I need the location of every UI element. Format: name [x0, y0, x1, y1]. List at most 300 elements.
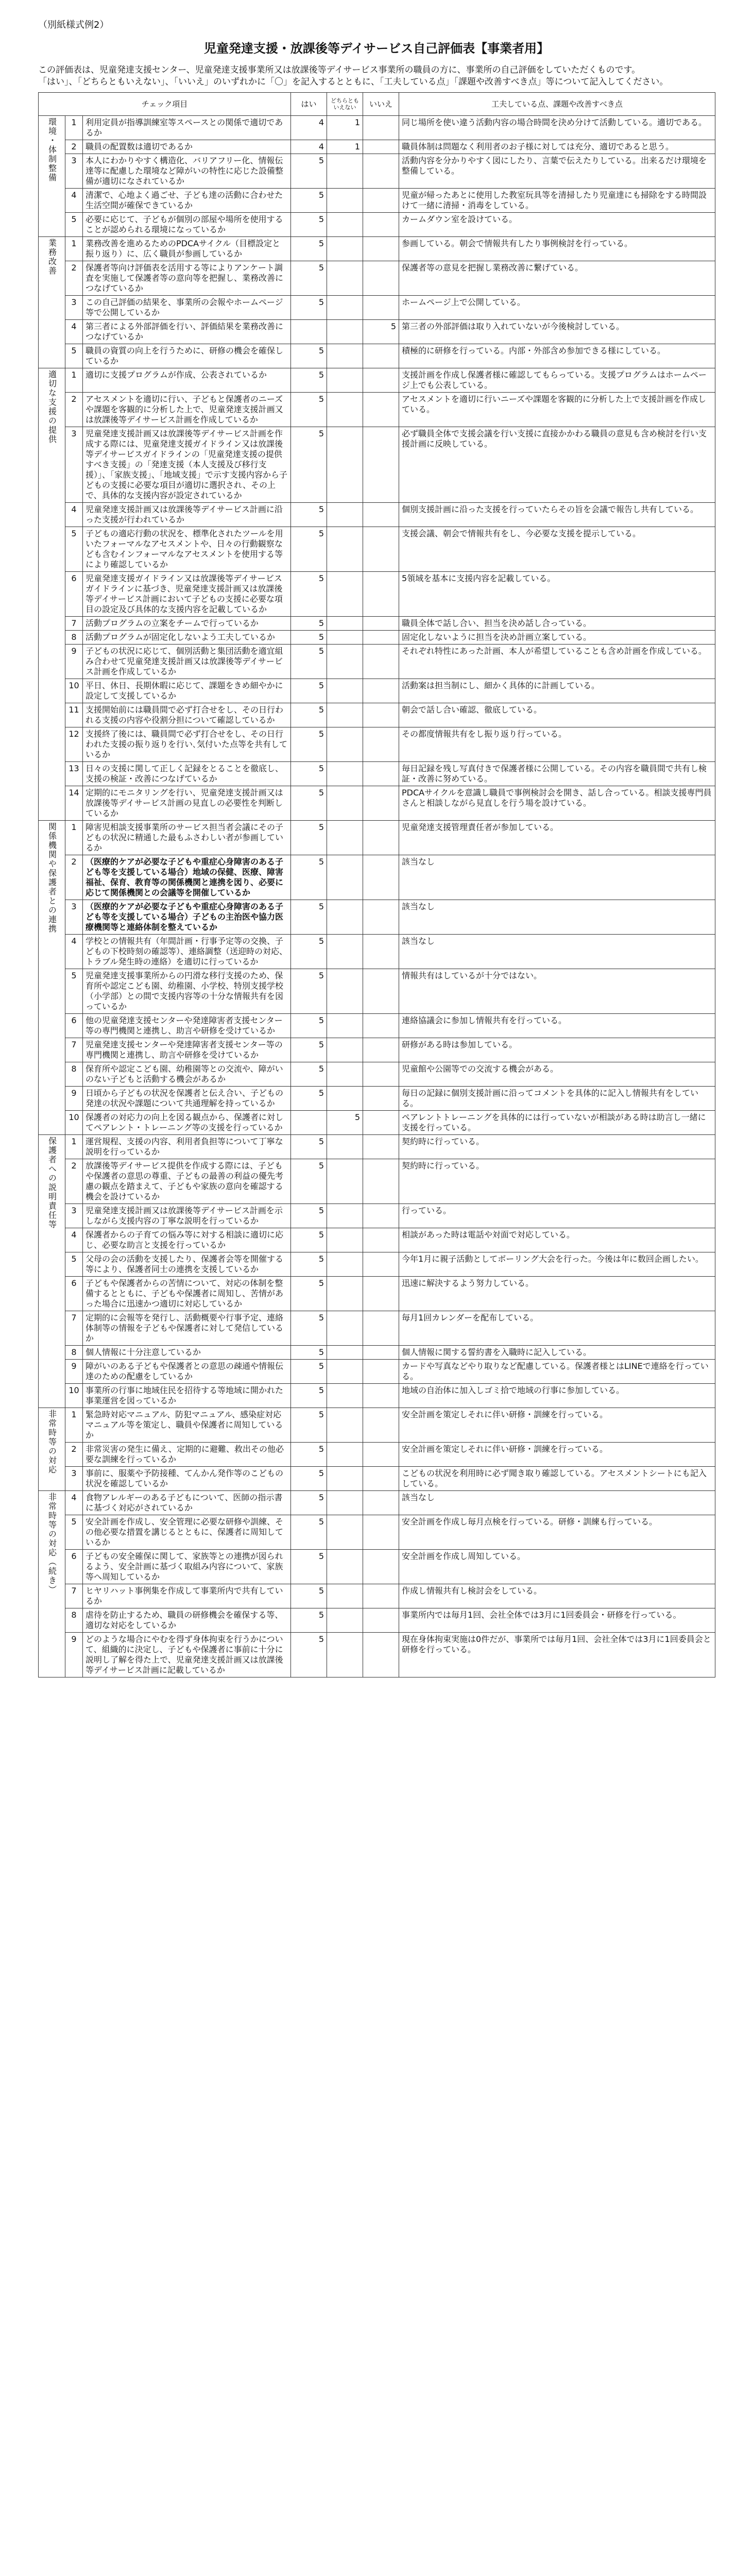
- no-count: [363, 237, 399, 261]
- check-item-text: 児童発達支援事業所からの円滑な移行支援のため、保育所や認定こども園、幼稚園、小学校、特別支援学校（小学部）との間で支援内容等の十分な情報共有を図っているか: [83, 969, 291, 1014]
- comment-text: 地域の自治体に加入しゴミ拾で地域の行事に参加している。: [399, 1384, 715, 1408]
- neither-count: [327, 679, 363, 703]
- table-row: [39, 1252, 715, 1277]
- check-item-text: 職員の資質の向上を行うために、研修の機会を確保しているか: [83, 344, 291, 368]
- table-row: [39, 1360, 715, 1384]
- yes-count: 5: [291, 1311, 327, 1346]
- yes-count: 5: [291, 154, 327, 189]
- no-count: [363, 189, 399, 213]
- neither-count: 1: [327, 116, 363, 140]
- table-row: [39, 116, 715, 140]
- no-count: [363, 393, 399, 427]
- table-row: [39, 1408, 715, 1443]
- item-number: 1: [65, 821, 83, 855]
- check-item-text: 活動プログラムが固定化しないよう工夫しているか: [83, 631, 291, 645]
- no-count: [363, 261, 399, 296]
- comment-text: 支援計画を作成し保護者様に確認してもらっている。支援プログラムはホームページ上でも公表している。: [399, 368, 715, 393]
- item-number: 6: [65, 1550, 83, 1584]
- no-count: [363, 727, 399, 762]
- neither-count: [327, 503, 363, 527]
- item-number: 4: [65, 1228, 83, 1252]
- yes-count: 5: [291, 1408, 327, 1443]
- yes-count: 5: [291, 503, 327, 527]
- check-item-text: 子どもや保護者からの苦情について、対応の体制を整備するとともに、子どもや保護者に周知し、苦情があった場合に迅速かつ適切に対応しているか: [83, 1277, 291, 1311]
- yes-count: 5: [291, 617, 327, 631]
- check-item-text: ヒヤリハット事例集を作成して事業所内で共有しているか: [83, 1584, 291, 1608]
- comment-text: 該当なし: [399, 855, 715, 900]
- check-item-text: 事業所の行事に地域住民を招待する等地域に開かれた事業運営を図っているか: [83, 1384, 291, 1408]
- category-label-cell: [39, 1408, 65, 1491]
- no-count: [363, 368, 399, 393]
- check-item-text: （医療的ケアが必要な子どもや重症心身障害のある子ども等を支援している場合）地域の保健、医療、障害福祉、保育、教育等の関係機関と連携を図り、必要に応じて関係機関との会議等を開催しているか: [83, 855, 291, 900]
- item-number: 4: [65, 935, 83, 969]
- yes-count: 5: [291, 1550, 327, 1584]
- neither-count: [327, 1204, 363, 1228]
- table-row: [39, 1584, 715, 1608]
- category-label-cell: [39, 237, 65, 368]
- yes-count: 5: [291, 427, 327, 503]
- comment-text: 該当なし: [399, 1491, 715, 1515]
- check-item-text: 保護者の対応力の向上を図る観点から、保護者に対してペアレント・トレーニング等の支援を行っているか: [83, 1111, 291, 1135]
- check-item-text: 虐待を防止するため、職員の研修機会を確保する等、適切な対応をしているか: [83, 1608, 291, 1633]
- item-number: 8: [65, 1608, 83, 1633]
- item-number: 6: [65, 1014, 83, 1038]
- neither-count: [327, 189, 363, 213]
- item-number: 1: [65, 237, 83, 261]
- check-item-text: 児童発達支援計画又は放課後等デイサービス計画を示しながら支援内容の丁寧な説明を行っているか: [83, 1204, 291, 1228]
- table-row: [39, 762, 715, 786]
- no-count: [363, 1491, 399, 1515]
- item-number: 8: [65, 1062, 83, 1087]
- item-number: 11: [65, 703, 83, 727]
- check-item-text: 必要に応じて、子どもが個別の部屋や場所を使用することが認められる環境になっているか: [83, 213, 291, 237]
- item-number: 7: [65, 1038, 83, 1062]
- table-row: [39, 1384, 715, 1408]
- intro-paragraph: この評価表は、児童発達支援センター、児童発達支援事業所又は放課後等デイサービス事業所の職員の方に、事業所の自己評価をしていただくものです。: [38, 65, 641, 75]
- no-count: [363, 935, 399, 969]
- neither-count: [327, 393, 363, 427]
- table-row: [39, 855, 715, 900]
- item-number: 2: [65, 1443, 83, 1467]
- yes-count: 5: [291, 1038, 327, 1062]
- comment-text: アセスメントを適切に行いニーズや課題を客観的に分析した上で支援計画を作成している。: [399, 393, 715, 427]
- no-count: [363, 855, 399, 900]
- comment-text: 毎日の記録に個別支援計画に沿ってコメントを具体的に記入し情報共有をしている。: [399, 1087, 715, 1111]
- yes-count: 5: [291, 1384, 327, 1408]
- neither-count: [327, 1346, 363, 1360]
- item-number: 1: [65, 116, 83, 140]
- table-row: [39, 679, 715, 703]
- table-row: [39, 1228, 715, 1252]
- neither-count: [327, 1584, 363, 1608]
- neither-count: [327, 1087, 363, 1111]
- neither-count: [327, 261, 363, 296]
- comment-text: 今年1月に親子活動としてボーリング大会を行った。今後は年に数回企画したい。: [399, 1252, 715, 1277]
- item-number: 9: [65, 1360, 83, 1384]
- table-row: [39, 1311, 715, 1346]
- yes-count: 5: [291, 762, 327, 786]
- neither-count: [327, 296, 363, 320]
- check-item-text: 適切に支援プログラムが作成、公表されているか: [83, 368, 291, 393]
- no-count: [363, 503, 399, 527]
- item-number: 4: [65, 503, 83, 527]
- comment-text: 契約時に行っている。: [399, 1135, 715, 1159]
- table-row: [39, 969, 715, 1014]
- comment-text: 迅速に解決するよう努力している。: [399, 1277, 715, 1311]
- no-count: [363, 617, 399, 631]
- comment-text: カードや写真などやり取りなど配慮している。保護者様とはLINEで連絡を行っている。: [399, 1360, 715, 1384]
- check-item-text: 児童発達支援計画又は放課後等デイサービス計画に沿った支援が行われているか: [83, 503, 291, 527]
- category-label: 業務改善: [47, 239, 57, 276]
- table-row: [39, 645, 715, 679]
- neither-count: [327, 1228, 363, 1252]
- comment-text: 児童発達支援管理責任者が参加している。: [399, 821, 715, 855]
- item-number: 2: [65, 1159, 83, 1204]
- no-count: [363, 1252, 399, 1277]
- item-number: 9: [65, 645, 83, 679]
- check-item-text: 児童発達支援計画又は放課後等デイサービス計画を作成する際には、児童発達支援ガイドライン又は放課後等デイサービスガイドラインの「児童発達支援の提供すべき支援」の「発達支援（本人支援及び移行支援）」、「家族支援」、「地域支援」で示す支援内容から子どもの支援に必要な項目が適切に選択され、その上で、具体的な支援内容が設定されているか: [83, 427, 291, 503]
- comment-text: 現在身体拘束実施は0件だが、事業所では毎月1回、会社全体では3月に1回委員会と研修を行っている。: [399, 1633, 715, 1677]
- neither-count: [327, 572, 363, 617]
- yes-count: 5: [291, 821, 327, 855]
- comment-text: 固定化しないように担当を決め計画立案している。: [399, 631, 715, 645]
- no-count: [363, 1584, 399, 1608]
- table-row: [39, 727, 715, 762]
- comment-text: ホームページ上で公開している。: [399, 296, 715, 320]
- table-body: [39, 116, 715, 1677]
- no-count: [363, 1277, 399, 1311]
- item-number: 10: [65, 679, 83, 703]
- table-row: [39, 140, 715, 154]
- table-row: [39, 368, 715, 393]
- comment-text: 毎月1回カレンダーを配布している。: [399, 1311, 715, 1346]
- yes-count: 5: [291, 237, 327, 261]
- check-item-text: 保護者からの子育ての悩み等に対する相談に適切に応じ、必要な助言と支援を行っているか: [83, 1228, 291, 1252]
- no-count: [363, 900, 399, 935]
- yes-count: 5: [291, 1204, 327, 1228]
- comment-text: 該当なし: [399, 900, 715, 935]
- comment-text: 児童が帰ったあとに使用した教室玩具等を清掃したり児童達にも掃除をする時間設けて一緒に清掃・消毒をしている。: [399, 189, 715, 213]
- table-row: [39, 393, 715, 427]
- item-number: 5: [65, 1252, 83, 1277]
- comment-text: 積極的に研修を行っている。内部・外部含め参加できる様にしている。: [399, 344, 715, 368]
- neither-count: [327, 1014, 363, 1038]
- table-row: [39, 213, 715, 237]
- check-item-text: 児童発達支援ガイドライン又は放課後等デイサービスガイドラインに基づき、児童発達支援計画又は放課後等デイサービス計画において子どもの支援に必要な項目の設定及び具体的な支援内容を記載しているか: [83, 572, 291, 617]
- no-count: [363, 296, 399, 320]
- yes-count: 5: [291, 1584, 327, 1608]
- neither-count: [327, 344, 363, 368]
- table-row: [39, 1038, 715, 1062]
- check-item-text: 職員の配置数は適切であるか: [83, 140, 291, 154]
- check-item-text: 障害児相談支援事業所のサービス担当者会議にその子どもの状況に精通した最もふさわしい者が参画しているか: [83, 821, 291, 855]
- neither-count: [327, 1515, 363, 1550]
- item-number: 8: [65, 1346, 83, 1360]
- item-number: 5: [65, 969, 83, 1014]
- check-item-text: 利用定員が指導訓練室等スペースとの関係で適切であるか: [83, 116, 291, 140]
- header-check-item: チェック項目: [39, 93, 291, 116]
- no-count: [363, 1360, 399, 1384]
- table-row: [39, 344, 715, 368]
- no-count: [363, 1515, 399, 1550]
- comment-text: 事業所内では毎月1回、会社全体では3月に1回委員会・研修を行っている。: [399, 1608, 715, 1633]
- no-count: [363, 427, 399, 503]
- item-number: 7: [65, 1584, 83, 1608]
- comment-text: 該当なし: [399, 935, 715, 969]
- intro-text: [38, 64, 715, 88]
- table-row: [39, 237, 715, 261]
- yes-count: 5: [291, 935, 327, 969]
- yes-count: 5: [291, 727, 327, 762]
- table-row: [39, 1087, 715, 1111]
- category-label: 適切な支援の提供: [47, 370, 57, 444]
- check-item-text: 父母の会の活動を支援したり、保護者会等を開催する等により、保護者同士の連携を支援しているか: [83, 1252, 291, 1277]
- no-count: [363, 645, 399, 679]
- yes-count: 5: [291, 786, 327, 821]
- table-row: [39, 821, 715, 855]
- table-header-row: [39, 93, 715, 116]
- check-item-text: （医療的ケアが必要な子どもや重症心身障害のある子ども等を支援している場合）子どもの主治医や協力医療機関等と連絡体制を整えているか: [83, 900, 291, 935]
- yes-count: 5: [291, 679, 327, 703]
- yes-count: 5: [291, 296, 327, 320]
- comment-text: 児童館や公園等での交流する機会がある。: [399, 1062, 715, 1087]
- check-item-text: 定期的にモニタリングを行い、児童発達支援計画又は放課後等デイサービス計画の見直しの必要性を判断しているか: [83, 786, 291, 821]
- item-number: 14: [65, 786, 83, 821]
- category-label: 非常時等の対応（続き）: [47, 1493, 57, 1595]
- no-count: [363, 679, 399, 703]
- no-count: [363, 969, 399, 1014]
- no-count: [363, 1014, 399, 1038]
- item-number: 3: [65, 154, 83, 189]
- table-row: [39, 572, 715, 617]
- neither-count: [327, 1550, 363, 1584]
- yes-count: 5: [291, 645, 327, 679]
- yes-count: 5: [291, 1014, 327, 1038]
- neither-count: [327, 1277, 363, 1311]
- comment-text: 必ず職員全体で支援会議を行い支援に直接かかわる職員の意見も含め検討を行い支援計画に反映している。: [399, 427, 715, 503]
- item-number: 4: [65, 320, 83, 344]
- no-count: [363, 1443, 399, 1467]
- yes-count: 5: [291, 1277, 327, 1311]
- check-item-text: 定期的に会報等を発行し、活動概要や行事予定、連絡体制等の情報を子どもや保護者に対して発信しているか: [83, 1311, 291, 1346]
- check-item-text: 日々の支援に関して正しく記録をとることを徹底し、支援の検証・改善につなげているか: [83, 762, 291, 786]
- comment-text: 情報共有はしているが十分ではない。: [399, 969, 715, 1014]
- comment-text: 安全計画を策定しそれに伴い研修・訓練を行っている。: [399, 1443, 715, 1467]
- check-item-text: 放課後等デイサービス提供を作成する際には、子どもや保護者の意思の尊重、子どもの最善の利益の優先考慮の観点を踏まえて、子どもや家族の意向を確認する機会を設けているか: [83, 1159, 291, 1204]
- neither-count: [327, 213, 363, 237]
- evaluation-table: [38, 92, 715, 1677]
- neither-count: [327, 1159, 363, 1204]
- no-count: [363, 140, 399, 154]
- neither-count: [327, 631, 363, 645]
- no-count: [363, 1159, 399, 1204]
- item-number: 5: [65, 1515, 83, 1550]
- comment-text: 参画している。朝会で情報共有したり事例検討を行っている。: [399, 237, 715, 261]
- check-item-text: 保護者等向け評価表を活用する等によりアンケート調査を実施して保護者等の意向等を把握し、業務改善につなげているか: [83, 261, 291, 296]
- comment-text: 研修がある時は参加している。: [399, 1038, 715, 1062]
- check-item-text: 児童発達支援センターや発達障害者支援センター等の専門機関と連携し、助言や研修を受けているか: [83, 1038, 291, 1062]
- comment-text: それぞれ特性にあった計画、本人が希望していることも含め計画を作成している。: [399, 645, 715, 679]
- item-number: 7: [65, 1311, 83, 1346]
- check-item-text: 第三者による外部評価を行い、評価結果を業務改善につなげているか: [83, 320, 291, 344]
- yes-count: 5: [291, 261, 327, 296]
- yes-count: 5: [291, 969, 327, 1014]
- item-number: 6: [65, 572, 83, 617]
- item-number: 3: [65, 1204, 83, 1228]
- comment-text: 活動案は担当制にし、細かく具体的に計画している。: [399, 679, 715, 703]
- neither-count: [327, 617, 363, 631]
- item-number: 1: [65, 368, 83, 393]
- no-count: [363, 762, 399, 786]
- comment-text: 支援会議、朝会で情報共有をし、今必要な支援を提示している。: [399, 527, 715, 572]
- category-label-cell: [39, 821, 65, 1135]
- yes-count: [291, 1111, 327, 1135]
- table-row: [39, 900, 715, 935]
- comment-text: ペアレントトレーニングを具体的には行っていないが相談がある時は助言し一緒に支援を行っている。: [399, 1111, 715, 1135]
- table-row: [39, 1135, 715, 1159]
- table-row: [39, 1633, 715, 1677]
- yes-count: [291, 320, 327, 344]
- category-label: 環境・体制整備: [47, 117, 57, 182]
- yes-count: 5: [291, 1515, 327, 1550]
- item-number: 6: [65, 1277, 83, 1311]
- neither-count: [327, 855, 363, 900]
- check-item-text: 日頃から子どもの状況を保護者と伝え合い、子どもの発達の状況や課題について共通理解を持っているか: [83, 1087, 291, 1111]
- item-number: 2: [65, 140, 83, 154]
- comment-text: 作成し情報共有し検討会をしている。: [399, 1584, 715, 1608]
- yes-count: 5: [291, 1633, 327, 1677]
- item-number: 5: [65, 344, 83, 368]
- neither-count: [327, 1384, 363, 1408]
- table-row: [39, 320, 715, 344]
- check-item-text: 平日、休日、長期休暇に応じて、課題をきめ細やかに設定して支援しているか: [83, 679, 291, 703]
- no-count: [363, 1608, 399, 1633]
- table-row: [39, 1467, 715, 1491]
- comment-text: 相談があった時は電話や対面で対応している。: [399, 1228, 715, 1252]
- check-item-text: 支援開始前には職員間で必ず打合せをし、その日行われる支援の内容や役割分担について確認しているか: [83, 703, 291, 727]
- yes-count: 5: [291, 189, 327, 213]
- neither-count: [327, 527, 363, 572]
- yes-count: 5: [291, 1135, 327, 1159]
- table-row: [39, 1111, 715, 1135]
- no-count: [363, 1550, 399, 1584]
- comment-text: 職員全体で話し合い、担当を決め話し合っている。: [399, 617, 715, 631]
- no-count: [363, 527, 399, 572]
- table-row: [39, 1515, 715, 1550]
- yes-count: 5: [291, 855, 327, 900]
- check-item-text: この自己評価の結果を、事業所の会報やホームページ等で公開しているか: [83, 296, 291, 320]
- table-row: [39, 1277, 715, 1311]
- item-number: 4: [65, 189, 83, 213]
- check-item-text: 他の児童発達支援センターや発達障害者支援センター等の専門機関と連携し、助言や研修を受けているか: [83, 1014, 291, 1038]
- yes-count: 5: [291, 1443, 327, 1467]
- table-row: [39, 503, 715, 527]
- header-comment: 工夫している点、課題や改善すべき点: [399, 93, 715, 116]
- comment-text: 職員体制は問題なく利用者のお子様に対しては充分、適切であると思う。: [399, 140, 715, 154]
- yes-count: 5: [291, 527, 327, 572]
- check-item-text: 子どもの安全確保に関して、家族等との連携が図られるよう、安全計画に基づく取組み内容について、家族等へ周知しているか: [83, 1550, 291, 1584]
- comment-text: 安全計画を作成し周知している。: [399, 1550, 715, 1584]
- check-item-text: どのような場合にやむを得ず身体拘束を行うかについて、組織的に決定し、子どもや保護者に事前に十分に説明し了解を得た上で、児童発達支援計画又は放課後等デイサービス計画に記載しているか: [83, 1633, 291, 1677]
- no-count: [363, 786, 399, 821]
- item-number: 7: [65, 617, 83, 631]
- neither-count: [327, 1443, 363, 1467]
- item-number: 2: [65, 393, 83, 427]
- comment-text: 安全計画を策定しそれに伴い研修・訓練を行っている。: [399, 1408, 715, 1443]
- item-number: 10: [65, 1384, 83, 1408]
- neither-count: [327, 1408, 363, 1443]
- table-row: [39, 261, 715, 296]
- comment-text: 朝会で話し合い確認、徹底している。: [399, 703, 715, 727]
- check-item-text: アセスメントを適切に行い、子どもと保護者のニーズや課題を客観的に分析した上で、児童発達支援計画又は放課後等デイサービス計画を作成しているか: [83, 393, 291, 427]
- table-row: [39, 1062, 715, 1087]
- table-row: [39, 1014, 715, 1038]
- yes-count: 5: [291, 1491, 327, 1515]
- yes-count: 5: [291, 1062, 327, 1087]
- no-count: [363, 1346, 399, 1360]
- item-number: 1: [65, 1408, 83, 1443]
- check-item-text: 障がいのある子どもや保護者との意思の疎通や情報伝達のための配慮をしているか: [83, 1360, 291, 1384]
- comment-text: 活動内容を分かりやすく図にしたり、言葉で伝えたりしている。出来るだけ環境を整備している。: [399, 154, 715, 189]
- table-row: [39, 935, 715, 969]
- neither-count: 1: [327, 140, 363, 154]
- category-label: 非常時等の対応: [47, 1410, 57, 1475]
- no-count: [363, 213, 399, 237]
- item-number: 8: [65, 631, 83, 645]
- no-count: [363, 154, 399, 189]
- comment-text: 個別支援計画に沿った支援を行っていたらその旨を会議で報告し共有している。: [399, 503, 715, 527]
- item-number: 13: [65, 762, 83, 786]
- check-item-text: 学校との情報共有（年間計画・行事予定等の交換、子どもの下校時刻の確認等）、連絡調整（送迎時の対応、トラブル発生時の連絡）を適切に行っているか: [83, 935, 291, 969]
- item-number: 9: [65, 1087, 83, 1111]
- check-item-text: 子どもの適応行動の状況を、標準化されたツールを用いたフォーマルなアセスメントや、日々の行動観察なども含むインフォーマルなアセスメントを使用する等により確認しているか: [83, 527, 291, 572]
- yes-count: 5: [291, 1252, 327, 1277]
- no-count: [363, 1633, 399, 1677]
- table-row: [39, 154, 715, 189]
- comment-text: 安全計画を作成し毎月点検を行っている。研修・訓練も行っている。: [399, 1515, 715, 1550]
- neither-count: 5: [327, 1111, 363, 1135]
- no-count: [363, 1204, 399, 1228]
- check-item-text: 非常災害の発生に備え、定期的に避難、救出その他必要な訓練を行っているか: [83, 1443, 291, 1467]
- item-number: 4: [65, 1491, 83, 1515]
- item-number: 3: [65, 296, 83, 320]
- form-label: （別紙様式例2）: [38, 20, 109, 30]
- no-count: [363, 116, 399, 140]
- no-count: [363, 572, 399, 617]
- item-number: 3: [65, 900, 83, 935]
- category-label-cell: [39, 116, 65, 237]
- no-count: [363, 631, 399, 645]
- check-item-text: 保育所や認定こども園、幼稚園等との交流や、障がいのない子どもと活動する機会があるか: [83, 1062, 291, 1087]
- comment-text: 同じ場所を使い違う活動内容の場合時間を決め分けて活動している。適切である。: [399, 116, 715, 140]
- item-number: 5: [65, 213, 83, 237]
- table-row: [39, 427, 715, 503]
- neither-count: [327, 1608, 363, 1633]
- category-label-cell: [39, 368, 65, 821]
- no-count: [363, 1228, 399, 1252]
- header-neither: どちらともいえない: [327, 93, 363, 116]
- item-number: 2: [65, 261, 83, 296]
- neither-count: [327, 935, 363, 969]
- neither-count: [327, 727, 363, 762]
- category-label: 関係機関や保護者との連携: [47, 822, 57, 934]
- page-title: 児童発達支援・放課後等デイサービス自己評価表【事業者用】: [203, 41, 550, 56]
- no-count: [363, 1111, 399, 1135]
- item-number: 2: [65, 855, 83, 900]
- header-yes: はい: [291, 93, 327, 116]
- comment-text: PDCAサイクルを意識し職員で事例検討会を開き、話し合っている。相談支援専門員さんと相談しながら見直しを行う場を設けている。: [399, 786, 715, 821]
- table-row: [39, 1608, 715, 1633]
